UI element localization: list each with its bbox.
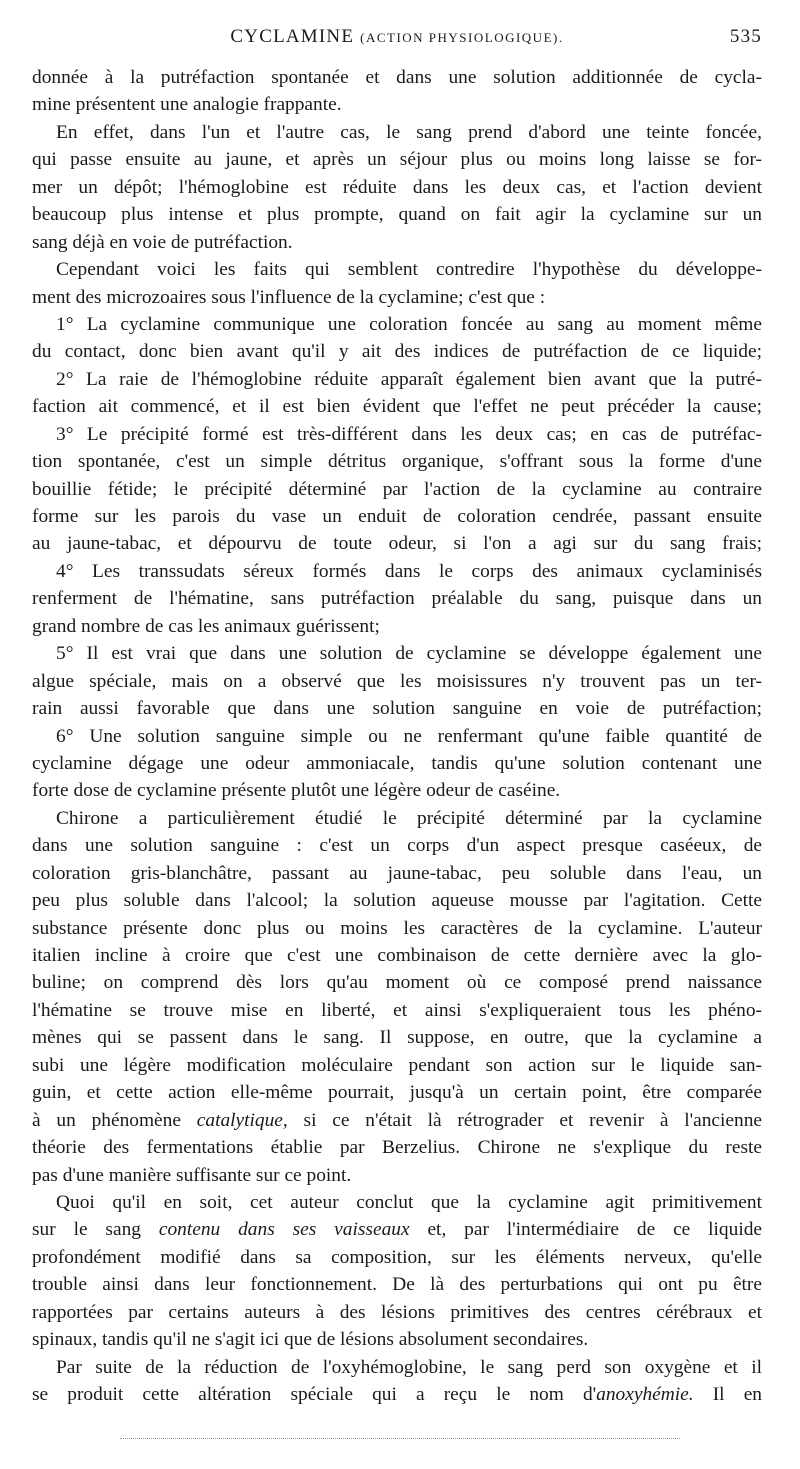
text-line: mer un dépôt; l'hémoglobine est réduite dans les deux cas, et l'action devient <box>32 176 762 198</box>
text-line: Cependant voici les faits qui semblent contredire l'hypothèse du développe- <box>56 259 762 281</box>
text-line: du contact, donc bien avant qu'il y ait des indices de putréfaction de ce liquide; <box>32 341 762 363</box>
text-line: algue spéciale, mais on a observé que les moisissures n'y trouvent pas un ter- <box>32 670 762 692</box>
text-line: 2° La raie de l'hémoglobine réduite apparaît également bien avant que la putré- <box>56 368 762 390</box>
text-line: l'hématine se trouve mise en liberté, et ainsi s'expliqueraient tous les phéno- <box>32 999 762 1021</box>
text-line: Chirone a particulièrement étudié le précipité déterminé par la cyclamine <box>56 807 762 829</box>
text-line: forme sur les parois du vase un enduit de coloration cendrée, passant ensuite <box>32 506 762 527</box>
text-line: peu plus soluble dans l'alcool; la solution aqueuse mousse par l'agitation. Cette <box>32 890 762 912</box>
text-line: guin, et cette action elle-même pourrait, jusqu'à un certain point, être comparée <box>32 1082 762 1104</box>
text-line: 4° Les transsudats séreux formés dans le corps des animaux cyclaminisés <box>56 560 762 582</box>
text-line: ment des microzoaires sous l'influence de la cyclamine; c'est que : <box>32 286 546 308</box>
text-line: rain aussi favorable que dans une solution sanguine en voie de putréfaction; <box>32 698 762 720</box>
running-title-main: CYCLAMINE <box>230 26 355 47</box>
text-line: faction ait commencé, et il est bien évident que l'effet ne peut précéder la cause; <box>32 396 762 418</box>
page-number: 535 <box>729 26 762 47</box>
text-line: 5° Il est vrai que dans une solution de cyclamine se développe également une <box>56 643 762 665</box>
bottom-rule <box>120 1438 680 1439</box>
text-line: forte dose de cyclamine présente plutôt une légère odeur de caséine. <box>32 780 561 802</box>
text-line: rapportées par certains auteurs à des lésions primitives des centres cérébraux et <box>32 1301 762 1323</box>
running-title <box>32 26 762 48</box>
italic-term: contenu dans ses vaisseaux <box>158 1219 410 1241</box>
text-line: mine présentent une analogie frappante. <box>32 94 342 116</box>
text-segment: à un phénomène <box>32 1109 197 1131</box>
text-line: tion spontanée, c'est un simple détritus organique, s'offrant sous la forme d'une <box>32 451 762 473</box>
text-segment: et, par l'intermédiaire de ce liquide <box>409 1219 763 1241</box>
text-line: qui passe ensuite au jaune, et après un séjour plus ou moins long laisse se for- <box>32 149 762 171</box>
text-line: mènes qui se passent dans le sang. Il suppose, en outre, que la cyclamine a <box>32 1027 762 1049</box>
text-line: substance présente donc plus ou moins les caractères de la cyclamine. L'auteur <box>32 917 762 939</box>
text-line: pas d'une manière suffisante sur ce point. <box>32 1164 352 1186</box>
text-segment: , si ce n'était là rétrograder et revenir à l'ancienne <box>282 1109 763 1131</box>
text-line <box>32 1216 762 1243</box>
text-line: Quoi qu'il en soit, cet auteur conclut que la cyclamine agit primitivement <box>56 1191 762 1213</box>
italic-term: catalytique <box>196 1109 283 1131</box>
text-line: 1° La cyclamine communique une coloration foncée au sang au moment même <box>56 313 762 335</box>
text-line: subi une légère modification moléculaire pendant son action sur le liquide san- <box>32 1054 762 1076</box>
text-line: au jaune-tabac, et dépourvu de toute odeur, si l'on a agi sur du sang frais; <box>32 533 762 555</box>
text-line: italien incline à croire que c'est une combinaison de cette dernière avec la glo- <box>32 945 762 966</box>
text-segment: Il en <box>693 1384 763 1405</box>
text-line: 6° Une solution sanguine simple ou ne renfermant qu'une faible quantité de <box>56 725 762 747</box>
text-line: dans une solution sanguine : c'est un corps d'un aspect presque caséeux, de <box>32 835 762 857</box>
text-line: bouillie fétide; le précipité déterminé par l'action de la cyclamine au contraire <box>32 478 762 500</box>
running-header <box>32 26 762 56</box>
text-line <box>32 1381 762 1408</box>
text-line: 3° Le précipité formé est très-différent dans les deux cas; en cas de putréfac- <box>56 423 762 445</box>
running-title-sub: (ACTION PHYSIOLOGIQUE). <box>360 30 564 45</box>
text-line: donnée à la putréfaction spontanée et dans une solution additionnée de cycla- <box>32 67 762 88</box>
body-text <box>32 64 762 1408</box>
text-line: profondément modifié dans sa composition, sur les éléments nerveux, qu'elle <box>32 1246 762 1268</box>
text-line <box>32 1107 762 1134</box>
text-line: grand nombre de cas les animaux guérissent; <box>32 615 380 637</box>
text-line: beaucoup plus intense et plus prompte, quand on fait agir la cyclamine sur un <box>32 204 762 226</box>
text-line: spinaux, tandis qu'il ne s'agit ici que de lésions absolument secondaires. <box>32 1329 589 1351</box>
text-line: coloration gris-blanchâtre, passant au jaune-tabac, peu soluble dans l'eau, un <box>32 862 762 884</box>
text-segment: se produit cette altération spéciale qui a reçu le nom d' <box>32 1384 597 1405</box>
text-line: cyclamine dégage une odeur ammoniacale, tandis qu'une solution contenant une <box>32 752 762 774</box>
text-line: renferment de l'hématine, sans putréfaction préalable du sang, puisque dans un <box>32 588 762 610</box>
italic-term: anoxyhémie. <box>596 1384 694 1405</box>
text-line: Par suite de la réduction de l'oxyhémoglobine, le sang perd son oxygène et il <box>56 1356 762 1378</box>
text-line: trouble ainsi dans leur fonctionnement. De là des perturbations qui ont pu être <box>32 1274 762 1296</box>
text-line: théorie des fermentations établie par Berzelius. Chirone ne s'explique du reste <box>32 1137 762 1159</box>
text-line: buline; on comprend dès lors qu'au moment où ce composé prend naissance <box>32 972 762 994</box>
text-line: sang déjà en voie de putréfaction. <box>32 231 293 253</box>
text-segment: sur le sang <box>32 1219 159 1241</box>
text-line: En effet, dans l'un et l'autre cas, le sang prend d'abord une teinte foncée, <box>56 121 762 143</box>
